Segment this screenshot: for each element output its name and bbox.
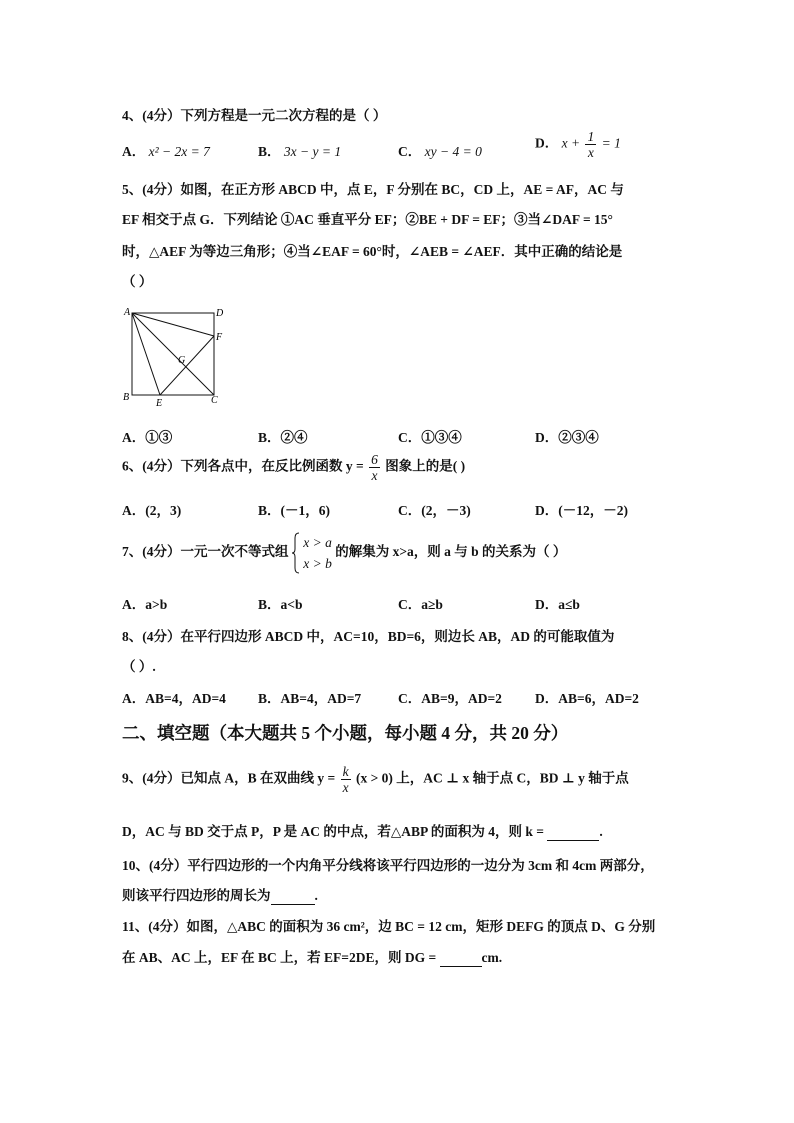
option-label: A． (122, 503, 146, 518)
q7-stem (122, 532, 566, 574)
stem-text: 6、(4分）下列各点中，在反比例函数 y = (122, 458, 364, 474)
q6-stem (122, 452, 465, 483)
brace-icon (292, 532, 300, 574)
option-text: (2，3) (145, 503, 182, 518)
q5-option-c (398, 426, 462, 446)
q9-line1 (122, 764, 629, 795)
denominator: x (371, 468, 378, 483)
label-b: B (123, 392, 130, 403)
q8-option-c (398, 687, 502, 707)
q10-line2 (122, 884, 318, 905)
q5-line3: 时，△AEF 为等边三角形；④当∠EAF = 60°时，∠AEB = ∠AEF．其中正确的结论是 (122, 244, 623, 259)
option-label: D． (535, 430, 559, 445)
numerator: 1 (587, 129, 595, 144)
q7-option-d (535, 593, 580, 613)
q8-line2: （ ）. (122, 659, 156, 674)
option-text: a>b (145, 597, 168, 612)
option-label: C． (398, 144, 422, 159)
option-expr: xy − 4 = 0 (424, 144, 482, 159)
option-label: B． (258, 597, 281, 612)
inequality-system (303, 532, 332, 574)
square-figure (118, 303, 228, 407)
option-text: (2，－3) (421, 503, 471, 518)
option-expr: x² − 2x = 7 (148, 144, 210, 159)
option-label: B． (258, 430, 281, 445)
option-text: a≥b (421, 597, 443, 612)
option-text: ①③ (145, 430, 173, 445)
option-expr: 3x − y = 1 (283, 144, 342, 159)
q10-line1: 10、(4分）平行四边形的一个内角平分线将该平行四边形的一边分为 3cm 和 4cm 两部分， (122, 858, 654, 873)
fraction (341, 764, 351, 795)
stem-text: 7、(4分）一元一次不等式组 (122, 544, 289, 560)
stem-text: cm. (481, 950, 503, 965)
stem-text: . (314, 888, 318, 903)
q11-line1: 11、(4分）如图，△ABC 的面积为 36 cm²，边 BC = 12 cm，矩形 DEFG 的顶点 D、G 分别 (122, 919, 656, 934)
option-label: D． (535, 691, 559, 706)
q11-line2 (122, 946, 502, 967)
q8-option-a (122, 687, 226, 707)
label-a: A (124, 307, 131, 318)
q5-line1: 5、(4分）如图，在正方形 ABCD 中，点 E，F 分别在 BC，CD 上，AE = AF，AC 与 (122, 182, 624, 197)
stem-text: (x > 0) 上，AC ⊥ x 轴于点 C，BD ⊥ y 轴于点 (355, 770, 629, 786)
section-heading: 二、填空题（本大题共 5 个小题，每小题 4 分，共 20 分） (122, 723, 569, 743)
option-text: AB=4，AD=4 (145, 691, 226, 706)
q8-option-b (258, 687, 361, 707)
q6-option-d (535, 499, 628, 519)
stem-text: 9、(4分）已知点 A，B 在双曲线 y = (122, 770, 336, 786)
segment-ac (132, 313, 214, 395)
numerator: 6 (371, 452, 378, 467)
inequality-row: x > b (303, 556, 332, 571)
stem-text: . (599, 824, 603, 839)
q4-option-b (258, 140, 341, 160)
stem-text: D，AC 与 BD 交于点 P，P 是 AC 的中点，若△ABP 的面积为 4，则 k = (122, 824, 544, 839)
segment-ef (160, 336, 214, 395)
stem-text: 的解集为 x>a，则 a 与 b 的关系为（ ） (335, 544, 567, 560)
q9-line2 (122, 820, 603, 841)
option-text: a≤b (558, 597, 580, 612)
option-text: a<b (280, 597, 303, 612)
option-text: ②③④ (558, 430, 599, 445)
option-label: D． (535, 135, 559, 151)
denominator: x (342, 780, 349, 795)
q4-stem: 4、(4分）下列方程是一元二次方程的是（ ） (122, 108, 387, 123)
option-label: A． (122, 597, 146, 612)
q5-line4: （ ） (122, 274, 153, 289)
option-label: C． (398, 691, 422, 706)
option-expr: = 1 (601, 135, 621, 151)
fraction (369, 452, 380, 483)
option-text: (－1，6) (280, 503, 331, 518)
segment-ae (132, 313, 160, 395)
q5-option-d (535, 426, 599, 446)
option-label: C． (398, 503, 422, 518)
fraction (585, 129, 596, 160)
option-text: AB=9，AD=2 (421, 691, 502, 706)
option-label: B． (258, 503, 281, 518)
q5-option-b (258, 426, 308, 446)
option-expr: x + (561, 135, 581, 151)
option-text: AB=4，AD=7 (280, 691, 362, 706)
q4-option-a (122, 140, 210, 160)
q7-option-b (258, 593, 302, 613)
option-label: A． (122, 691, 146, 706)
q5-option-a (122, 426, 172, 446)
q8-line1: 8、(4分）在平行四边形 ABCD 中，AC=10，BD=6，则边长 AB，AD 的可能取值为 (122, 629, 615, 644)
denominator: x (587, 145, 594, 160)
q7-option-a (122, 593, 167, 613)
option-label: D． (535, 503, 559, 518)
option-label: A． (122, 430, 146, 445)
option-label: B． (258, 691, 281, 706)
option-text: ②④ (280, 430, 308, 445)
label-f: F (216, 332, 223, 343)
segment-af (132, 313, 214, 336)
option-text: (－12，－2) (558, 503, 628, 518)
q4-option-d (535, 129, 621, 160)
q7-option-c (398, 593, 443, 613)
answer-blank[interactable] (440, 950, 482, 967)
q4-option-c (398, 140, 482, 160)
q6-option-b (258, 499, 330, 519)
option-label: C． (398, 597, 422, 612)
option-text: ①③④ (421, 430, 462, 445)
numerator: k (342, 764, 349, 779)
q6-option-a (122, 499, 181, 519)
label-g: G (178, 355, 186, 366)
option-text: AB=6，AD=2 (558, 691, 639, 706)
option-label: C． (398, 430, 422, 445)
stem-text: 在 AB、AC 上，EF 在 BC 上，若 EF=2DE，则 DG = (122, 950, 437, 965)
option-label: D． (535, 597, 559, 612)
q6-option-c (398, 499, 471, 519)
inequality-row: x > a (303, 535, 332, 550)
label-c: C (211, 395, 218, 406)
option-label: B． (258, 144, 281, 159)
q8-option-d (535, 687, 639, 707)
stem-text: 则该平行四边形的周长为 (122, 888, 271, 903)
stem-text: 图象上的是( ) (385, 458, 466, 474)
q5-line2: EF 相交于点 G．下列结论 ①AC 垂直平分 EF；②BE + DF = EF；③当∠DAF = 15° (122, 212, 613, 227)
answer-blank[interactable] (547, 824, 599, 841)
label-d: D (216, 308, 224, 319)
label-e: E (156, 398, 163, 407)
option-label: A． (122, 144, 146, 159)
answer-blank[interactable] (271, 888, 315, 905)
